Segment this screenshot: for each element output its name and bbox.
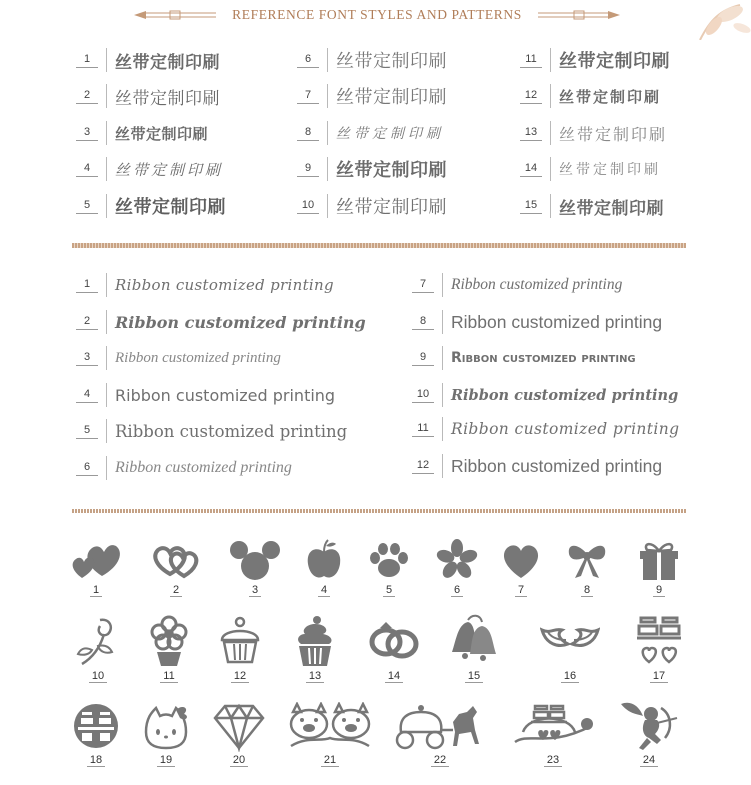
pattern-number: 17: [650, 670, 668, 683]
pattern-number: 21: [321, 754, 339, 767]
pattern-option[interactable]: [210, 614, 270, 682]
english-font-option[interactable]: [76, 270, 334, 300]
pattern-option[interactable]: [491, 538, 551, 596]
pattern-option[interactable]: [629, 538, 689, 596]
chinese-font-option[interactable]: [297, 119, 444, 147]
english-font-option[interactable]: [412, 343, 636, 373]
pattern-option[interactable]: [629, 614, 689, 682]
pattern-option[interactable]: [286, 702, 374, 766]
pattern-number: 6: [451, 584, 463, 597]
pattern-number: 7: [515, 584, 527, 597]
option-number: 9: [297, 162, 319, 177]
option-number: 11: [412, 422, 434, 437]
chinese-font-option[interactable]: [520, 192, 664, 220]
pattern-number: 13: [306, 670, 324, 683]
pattern-option[interactable]: [427, 538, 487, 596]
font-sample: 丝带定制印刷: [115, 88, 220, 109]
pattern-number: 18: [87, 754, 105, 767]
pattern-number: 23: [544, 754, 562, 767]
chinese-font-option[interactable]: [76, 46, 220, 74]
pattern-number: 22: [431, 754, 449, 767]
chinese-font-option[interactable]: [76, 119, 208, 147]
option-number: 1: [76, 53, 98, 68]
font-sample: 丝带定制印刷: [336, 160, 447, 181]
english-font-option[interactable]: [76, 416, 347, 446]
option-number: 15: [520, 199, 542, 214]
right-ornament-icon: [536, 8, 622, 22]
flower-pot-icon: [141, 614, 197, 668]
pattern-number: 10: [89, 670, 107, 683]
chinese-font-option[interactable]: [76, 192, 226, 220]
font-sample: Ribbon customized printing: [115, 421, 348, 441]
pattern-number: 15: [465, 670, 483, 683]
pattern-number: 4: [318, 584, 330, 597]
pattern-option[interactable]: [540, 614, 600, 682]
font-sample: Ribbon customized printing: [451, 276, 623, 293]
option-number: 3: [76, 126, 98, 141]
english-font-option[interactable]: [412, 380, 678, 410]
option-number: 13: [520, 126, 542, 141]
option-number: 10: [297, 199, 319, 214]
pattern-option[interactable]: [225, 538, 285, 596]
section-divider: [72, 243, 686, 248]
pattern-number: 20: [230, 754, 248, 767]
section-divider: [72, 509, 686, 513]
font-sample: 丝带定制印刷: [559, 51, 670, 72]
cupcake-icon: [287, 614, 343, 668]
apple-icon: [296, 538, 352, 582]
option-number: 8: [297, 126, 319, 141]
font-sample: 丝带定制印刷: [336, 87, 447, 108]
english-font-option[interactable]: [412, 307, 662, 337]
font-sample: 丝带定制印刷: [559, 124, 668, 144]
rose-icon: [70, 614, 126, 668]
pattern-number: 9: [653, 584, 665, 597]
pattern-number: 16: [561, 670, 579, 683]
english-font-option[interactable]: [76, 380, 335, 410]
font-sample: Ribbon customized printing: [115, 312, 366, 332]
wedding-bells-icon: [446, 614, 502, 668]
double-happiness-hearts-icon: [631, 614, 687, 668]
option-number: 4: [76, 388, 98, 403]
font-sample: 丝带定制印刷: [336, 126, 444, 142]
font-sample: Ribbon customized printing: [451, 420, 680, 438]
english-font-option[interactable]: [76, 307, 366, 337]
option-number: 11: [520, 53, 542, 68]
chinese-font-option[interactable]: [520, 46, 670, 74]
pig-couple-icon: [287, 702, 373, 752]
font-sample: Ribbon customized printing: [451, 350, 636, 366]
pattern-option[interactable]: [294, 538, 354, 596]
pattern-number: 5: [383, 584, 395, 597]
option-number: 5: [76, 199, 98, 214]
font-sample: 丝带定制印刷: [115, 197, 226, 218]
font-sample: 丝带定制印刷: [559, 87, 662, 106]
font-sample: 丝带定制印刷: [115, 160, 224, 179]
diamond-icon: [211, 702, 267, 752]
font-sample: Ribbon customized printing: [115, 459, 292, 476]
font-sample: Ribbon customized printing: [451, 386, 679, 404]
wings-icon: [540, 614, 600, 668]
blossom-icon: [429, 538, 485, 582]
option-number: 7: [297, 89, 319, 104]
english-font-option[interactable]: [412, 270, 622, 300]
pattern-option[interactable]: [68, 614, 128, 682]
pattern-option[interactable]: [364, 614, 424, 682]
english-font-option[interactable]: [76, 343, 281, 373]
pattern-number: 3: [249, 584, 261, 597]
pattern-option[interactable]: [136, 702, 196, 766]
pattern-number: 8: [581, 584, 593, 597]
pattern-option[interactable]: [392, 702, 488, 766]
pattern-number: 19: [157, 754, 175, 767]
chinese-font-option[interactable]: [520, 155, 661, 183]
pattern-option[interactable]: [616, 698, 682, 766]
chinese-font-grid: [0, 40, 751, 230]
chinese-font-option[interactable]: [520, 82, 661, 110]
pattern-option[interactable]: [444, 614, 504, 682]
pattern-option[interactable]: [66, 702, 126, 766]
pattern-option[interactable]: [359, 538, 419, 596]
rings-icon: [366, 614, 422, 668]
chinese-font-option[interactable]: [520, 119, 667, 147]
pattern-option[interactable]: [557, 538, 617, 596]
header: [0, 0, 751, 34]
chinese-font-option[interactable]: [76, 82, 220, 110]
font-sample: Ribbon customized printing: [115, 385, 336, 405]
double-happiness-circle-icon: [68, 702, 124, 752]
option-number: 4: [76, 162, 98, 177]
pattern-number: 14: [385, 670, 403, 683]
option-number: 9: [412, 351, 434, 366]
font-sample: Ribbon customized printing: [115, 276, 334, 294]
font-sample: 丝带定制印刷: [559, 198, 664, 219]
option-number: 5: [76, 424, 98, 439]
mouse-ears-icon: [227, 538, 283, 582]
corner-flower-icon: [690, 0, 751, 40]
english-font-option[interactable]: [76, 453, 292, 483]
chinese-font-option[interactable]: [297, 192, 447, 220]
font-sample: 丝带定制印刷: [115, 124, 209, 143]
option-number: 6: [76, 461, 98, 476]
cupcake-outline-icon: [212, 614, 268, 668]
paw-icon: [361, 538, 417, 582]
gift-box-icon: [631, 538, 687, 582]
kitty-icon: [138, 702, 194, 752]
chinese-font-option[interactable]: [297, 155, 447, 183]
pattern-option[interactable]: [139, 614, 199, 682]
pattern-option[interactable]: [209, 702, 269, 766]
option-number: 12: [520, 89, 542, 104]
option-number: 8: [412, 315, 434, 330]
font-sample: 丝带定制印刷: [336, 197, 447, 218]
chinese-font-option[interactable]: [76, 155, 223, 183]
pattern-option[interactable]: [508, 702, 598, 766]
page-title: REFERENCE FONT STYLES AND PATTERNS: [232, 7, 522, 22]
font-sample: 丝带定制印刷: [115, 52, 220, 73]
font-sample: Ribbon customized printing: [115, 349, 281, 366]
carriage-icon: [393, 702, 487, 752]
english-font-option[interactable]: [412, 414, 680, 444]
option-number: 12: [412, 459, 434, 474]
font-sample: Ribbon customized printing: [451, 455, 663, 476]
pattern-number: 12: [231, 670, 249, 683]
font-sample: Ribbon customized printing: [451, 311, 663, 332]
double-heart-icon: [68, 538, 124, 582]
option-number: 6: [297, 53, 319, 68]
option-number: 10: [412, 388, 434, 403]
font-sample: 丝带定制印刷: [336, 51, 447, 72]
pattern-option[interactable]: [285, 614, 345, 682]
pattern-number: 11: [160, 670, 177, 683]
double-happiness-rose-icon: [509, 702, 597, 752]
font-sample: 丝带定制印刷: [559, 162, 661, 178]
option-number: 14: [520, 162, 542, 177]
bow-icon: [559, 538, 615, 582]
pattern-option[interactable]: [66, 538, 126, 596]
option-number: 3: [76, 351, 98, 366]
heart-icon: [493, 538, 549, 582]
linked-hearts-icon: [148, 538, 204, 582]
english-font-option[interactable]: [412, 451, 662, 481]
pattern-number: 1: [90, 584, 102, 597]
left-ornament-icon: [132, 8, 218, 22]
option-number: 1: [76, 278, 98, 293]
chinese-font-option[interactable]: [297, 46, 447, 74]
option-number: 2: [76, 89, 98, 104]
option-number: 7: [412, 278, 434, 293]
pattern-option[interactable]: [146, 538, 206, 596]
pattern-number: 2: [170, 584, 182, 597]
chinese-font-option[interactable]: [297, 82, 447, 110]
pattern-number: 24: [640, 754, 658, 767]
option-number: 2: [76, 315, 98, 330]
cupid-icon: [617, 698, 681, 752]
